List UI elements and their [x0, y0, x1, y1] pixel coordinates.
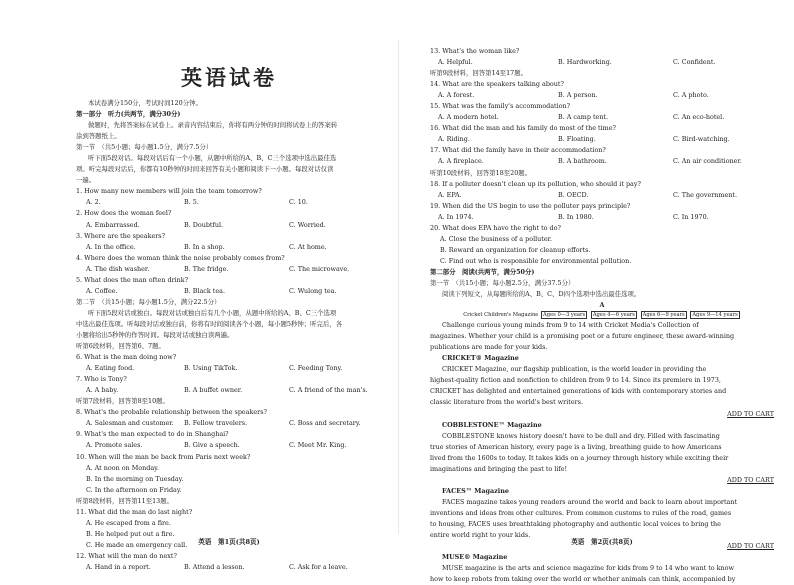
option-a: A. Coffee.: [86, 286, 118, 295]
question-text: 3. Where are the speakers?: [76, 231, 166, 240]
age-tags: [430, 311, 774, 320]
part1-instr-2: 涂到答题纸上。: [76, 132, 121, 141]
page-1-column: [76, 0, 382, 571]
option-c: C. Confident.: [673, 58, 716, 67]
page-1: [0, 0, 397, 571]
question-16: [430, 123, 774, 145]
question-text: 7. Who is Tony?: [76, 375, 127, 384]
option-a: A. Promote sales.: [86, 441, 143, 450]
option-c: C. Bird-watching.: [673, 135, 730, 144]
question-10: [76, 452, 382, 496]
option-b: B. He helped put out a fire.: [86, 529, 175, 538]
option-c: C. The government.: [673, 190, 737, 199]
option-c: C. Meet Mr. King.: [289, 441, 347, 450]
option-c: C. The microwave.: [289, 264, 350, 273]
option-b: B. Doubtful.: [184, 220, 224, 229]
magazine-cobblestone: [430, 420, 774, 486]
option-c: C. Boss and secretary.: [289, 419, 361, 428]
option-a: A. Eating food.: [86, 364, 135, 373]
material-6-label: 听第6段材料，回答第6、7题。: [76, 342, 165, 351]
option-b: B. A camp tent.: [558, 113, 609, 122]
magazine-text: how to keep robots from taking over the world or whether animals can think, accompanied by: [430, 575, 736, 584]
material-10-label: 听第10段材料，回答第18至20题。: [430, 168, 532, 177]
option-b: B. Attend a lesson.: [184, 562, 245, 571]
magazine-text: FACES magazine takes young readers around the world and back to learn about important: [442, 497, 738, 506]
option-a: A. Riding.: [438, 135, 470, 144]
page-2-column: [430, 46, 774, 584]
option-a: A. A baby.: [86, 386, 119, 395]
question-19: [430, 201, 774, 223]
question-text: 10. When will the man be back from Paris next week?: [76, 452, 251, 461]
option-a: A. Hand in a report.: [86, 562, 151, 571]
option-c: C. Ask for a leave.: [289, 562, 348, 571]
option-a: A. A fireplace.: [438, 157, 484, 166]
passage-letter: A: [599, 301, 605, 310]
option-c: C. Worried.: [289, 220, 326, 229]
magazine-title: MUSE® Magazine: [442, 553, 508, 562]
reading-section1-heading: 第一节 （共15小题；每小题2.5分，满分37.5分）: [430, 278, 575, 287]
section1-instr-1: 听下面5段对话。每段对话后有一个小题，从题中所给的A、B、C三个选项中选出最佳选: [88, 154, 337, 163]
magazine-text: CRICKET has delighted and entertained generations of kids with contemporary stories and: [430, 387, 727, 396]
magazine-text: lived from the 1600s to today. It takes kids on a journey through history while exciting their: [430, 453, 729, 462]
lead-para-3: publications are made for your kids.: [430, 343, 548, 352]
option-a: A. EPA.: [438, 190, 462, 199]
magazine-text: true stories of American history, every page is a living, breathing guide to how Americans: [430, 442, 722, 451]
question-17: [430, 145, 774, 167]
option-b: B. In 1980.: [558, 212, 594, 221]
question-13: [430, 46, 774, 68]
magazine-title: FACES™ Magazine: [442, 486, 509, 495]
option-c: C. Find out who is responsible for environmental pollution.: [440, 256, 632, 265]
question-text: 18. If a polluter doesn't clean up its pollution, who should it pay?: [430, 179, 641, 188]
question-5: [76, 275, 382, 297]
section2-instr-3: 小题将给出5秒钟的作答时间。每段对话或独白读两遍。: [76, 330, 234, 339]
option-c: C. Feeding Tony.: [289, 364, 343, 373]
page-1-footer: 英语 第1页(共8页): [198, 538, 260, 546]
question-20: [430, 223, 774, 267]
magazine-text: imaginations and bringing the past to life!: [430, 464, 568, 473]
part1-heading: 第一部分 听力(共两节，满分30分): [76, 110, 181, 119]
magazine-cricket: [430, 353, 774, 419]
magazine-text: COBBLESTONE knows history doesn't have to be dull and dry. Filled with fascinating: [442, 431, 720, 440]
page-2-footer: 英语 第2页(共8页): [571, 538, 633, 546]
option-b: B. Black tea.: [184, 286, 225, 295]
option-c: C. Wulong tea.: [289, 286, 337, 295]
option-b: B. Reward an organization for cleanup efforts.: [440, 245, 591, 254]
lead-para-1: Challenge curious young minds from 9 to 14 with Cricket Media's Collection of: [442, 321, 699, 330]
material-9-label: 听第9段材料，回答第14至17题。: [430, 69, 528, 78]
option-a: A. A forest.: [438, 91, 475, 100]
magazine-text: inventions and ideas from other cultures. From common customs to rules of the road, games: [430, 508, 732, 517]
question-7: [76, 374, 382, 396]
option-b: B. In the morning on Tuesday.: [86, 474, 184, 483]
option-a: A. A modern hotel.: [438, 113, 499, 122]
option-c: C. In 1970.: [673, 212, 709, 221]
question-text: 19. When did the US begin to use the polluter pays principle?: [430, 201, 631, 210]
exam-title: 英语试卷: [181, 66, 277, 90]
option-b: B. A person.: [558, 91, 598, 100]
option-a: A. In 1974.: [438, 212, 474, 221]
option-b: B. Give a speech.: [184, 441, 240, 450]
page-2: [400, 0, 794, 584]
add-to-cart-link[interactable]: ADD TO CART: [727, 542, 774, 551]
magazine-text: classic literature from the world's best writers.: [430, 398, 583, 407]
magazine-text: MUSE magazine is the arts and science magazine for kids from 9 to 14 who want to know: [442, 564, 734, 573]
question-text: 13. What's the woman like?: [430, 47, 520, 55]
question-3: [76, 231, 382, 253]
option-c: C. An air conditioner.: [673, 157, 742, 166]
part1-instr-1: 做题时，先将答案标在试卷上。录音内容结束后，你将有两分钟的时间将试卷上的答案转: [88, 121, 338, 130]
option-b: B. Fellow travelers.: [184, 419, 248, 428]
magazine-text: entire world right to your kids.: [430, 531, 531, 540]
question-8: [76, 407, 382, 429]
option-a: A. Helpful.: [438, 58, 473, 67]
lead-para-2: magazines. Whether your child is a promising poet or a future engineer, these award-winning: [430, 332, 735, 341]
option-a: A. Close the business of a polluter.: [440, 234, 553, 243]
option-c: C. In the afternoon on Friday.: [86, 485, 182, 494]
magazine-title: CRICKET® Magazine: [442, 354, 519, 363]
option-c: C. At home.: [289, 242, 327, 251]
tags-lead: Cricket Children's Magazine: [463, 312, 539, 319]
question-1: [76, 186, 382, 208]
exam-intro: 本试卷满分150分，考试时间120分钟。: [88, 99, 202, 107]
question-text: 5. What does the man often drink?: [76, 275, 189, 284]
question-text: 1. How many new members will join the team tomorrow?: [76, 187, 262, 196]
option-a: A. He escaped from a fire.: [86, 518, 171, 527]
section1-instr-2: 项。听完每段对话后，你都有10秒钟的时间来回答有关小题和阅读下一小题。每段对话仅读: [76, 165, 334, 174]
question-text: 4. Where does the woman think the noise probably comes from?: [76, 253, 285, 262]
magazine-text: to housing, FACES uses breathtaking photography and authentic local voices to bring the: [430, 519, 721, 528]
option-a: A. In the office.: [86, 242, 136, 251]
option-c: C. 10.: [289, 198, 308, 207]
section1-heading: 第一节 （共5小题；每小题1.5分，满分7.5分）: [76, 143, 213, 152]
section2-heading: 第二节 （共15小题；每小题1.5分，满分22.5分）: [76, 297, 221, 306]
option-a: A. Embarrassed.: [86, 220, 140, 229]
question-18: [430, 179, 774, 201]
question-2: [76, 208, 382, 230]
section2-instr-1: 听下面5段对话或独白。每段对话或独白后有几个小题，从题中所给的A、B、C三个选项: [88, 308, 337, 317]
question-9: [76, 429, 382, 451]
question-15: [430, 101, 774, 123]
question-text: 11. What did the man do last night?: [76, 507, 193, 516]
option-b: B. A bathroom.: [558, 157, 607, 166]
part2-heading: 第二部分 阅读(共两节，满分50分): [430, 267, 535, 276]
option-b: B. Hardworking.: [558, 58, 612, 67]
question-text: 12. What will the man do next?: [76, 551, 177, 560]
question-4: [76, 253, 382, 275]
option-b: B. OECD.: [558, 190, 589, 199]
question-text: 2. How does the woman feel?: [76, 209, 172, 218]
question-text: 6. What is the man doing now?: [76, 353, 177, 362]
add-to-cart-link[interactable]: ADD TO CART: [727, 409, 774, 418]
section2-instr-2: 中选出最佳选项。听每段对话或独白前，你将有时间阅读各个小题，每小题5秒钟；听完后，各: [76, 319, 343, 328]
option-b: B. 5.: [184, 198, 199, 207]
question-text: 17. What did the family have in their accommodation?: [430, 146, 606, 155]
option-a: A. At noon on Monday.: [86, 463, 159, 472]
magazine-text: CRICKET Magazine, our flagship publication, is the world leader in providing the: [442, 365, 707, 374]
option-c: C. An eco-hotel.: [673, 113, 725, 122]
option-b: B. In a shop.: [184, 242, 225, 251]
question-text: 20. What does EPA have the right to do?: [430, 223, 561, 232]
material-7-label: 听第7段材料，回答第8至10题。: [76, 397, 169, 406]
option-c: C. A friend of the man's.: [289, 386, 368, 395]
page-divider: [398, 40, 399, 534]
option-a: A. Salesman and customer.: [86, 419, 174, 428]
option-b: B. A buffet owner.: [184, 386, 243, 395]
magazine-title: COBBLESTONE™ Magazine: [442, 420, 542, 429]
question-text: 14. What are the speakers talking about?: [430, 80, 564, 89]
age-tag[interactable]: Ages 0—3 years: [543, 312, 586, 319]
material-8-label: 听第8段材料，回答第11至13题。: [76, 496, 174, 505]
magazine-muse: [430, 552, 774, 585]
magazine-text: highest-quality fiction and nonfiction to children from 9 to 14. Since its premiere in 1973,: [430, 376, 721, 385]
option-b: B. Using TikTok.: [184, 364, 238, 373]
question-text: 15. What was the family's accommodation?: [430, 102, 571, 111]
age-tag[interactable]: Ages 4—6 years: [592, 312, 635, 319]
question-12: [76, 551, 382, 573]
option-b: B. The fridge.: [184, 264, 229, 273]
section1-instr-3: 一遍。: [76, 176, 96, 185]
question-6: [76, 352, 382, 374]
option-c: C. A photo.: [673, 91, 709, 100]
reading-section1-instr: 阅读下列短文，从每题所给的A、B、C、D四个选项中选出最佳选项。: [442, 290, 641, 299]
age-tag[interactable]: Ages 6—9 years: [642, 312, 685, 319]
option-a: A. The dish washer.: [86, 264, 150, 273]
option-c: C. He made an emergency call.: [86, 540, 188, 549]
question-text: 8. What's the probable relationship between the speakers?: [76, 408, 267, 417]
question-text: 9. What's the man expected to do in Shanghai?: [76, 430, 229, 439]
question-text: 16. What did the man and his family do most of the time?: [430, 124, 616, 133]
option-a: A. 2.: [86, 198, 101, 207]
add-to-cart-link[interactable]: ADD TO CART: [727, 475, 774, 484]
age-tag[interactable]: Ages 9—14 years: [692, 312, 738, 319]
option-b: B. Floating.: [558, 135, 596, 144]
question-14: [430, 79, 774, 101]
